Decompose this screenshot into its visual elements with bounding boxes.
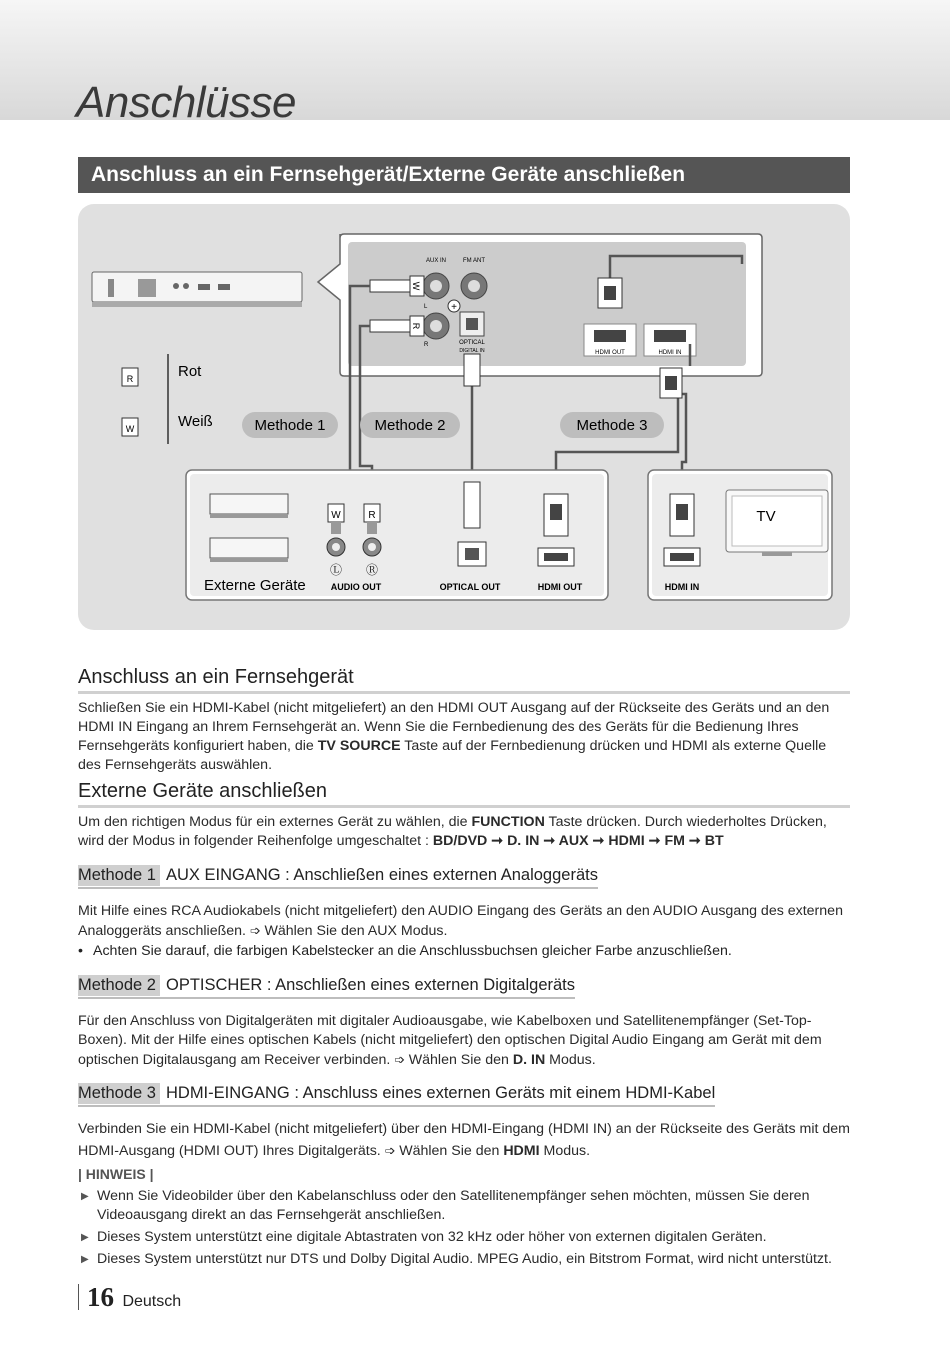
legend-plug-w: W [125, 424, 135, 434]
arrow-icon: ➩ [249, 923, 265, 938]
legend-white-label: Weiß [178, 413, 213, 430]
jack-r-symbol: Ⓡ [365, 563, 379, 577]
page-number: 16 [87, 1282, 114, 1312]
method-2-tag: Methode 2 [78, 975, 160, 996]
hint-label: | HINWEIS | [78, 1166, 154, 1182]
method-1-pill: Methode 1 [254, 417, 326, 434]
audio-out-plug-r: R [368, 510, 376, 521]
arrow-icon: ➩ [394, 1052, 409, 1067]
ext-section-text: Um den richtigen Modus für ein externes Gerät zu wählen, die FUNCTION Taste drücken. Durch wiederholtes Drücken, wird der Modus in folgender Reihenfolge umgeschaltet : BD/DVD ➞ D. IN ➞ AUX ➞ HDMI ➞ FM ➞ BT [78, 814, 827, 849]
tv-label: TV [756, 508, 776, 525]
method-1-bullet: • Achten Sie darauf, die farbigen Kabelstecker an die Anschlussbuchsen gleicher Farbe anzuschließen. [78, 943, 732, 959]
hint-note-1: ▶ Wenn Sie Videobilder über den Kabelanschluss oder den Satellitenempfänger sehen möchten, müssen Sie deren Videoausgang direkt an das Fernsehgerät anschließen. [81, 1188, 810, 1223]
method-3-heading: Methode 3 HDMI-EINGANG : Anschluss eines externen Geräts mit einem HDMI-Kabel [78, 1084, 715, 1107]
hdmi-in-label: HDMI IN [664, 582, 700, 592]
function-key: FUNCTION [471, 814, 545, 830]
cable-color-legend [122, 354, 213, 444]
main-unit-illustration [92, 272, 302, 307]
audio-out-plug-w: W [331, 510, 341, 521]
aux-r-label: R [424, 342, 429, 348]
mode-seq-3: HDMI [608, 833, 645, 849]
fm-ant-label: FM ANT [463, 258, 485, 264]
jack-l-symbol: Ⓛ [329, 563, 343, 577]
mode-seq-5: BT [704, 833, 724, 849]
method-1-heading: Methode 1 AUX EINGANG : Anschließen eines externen Analoggeräts [78, 866, 598, 889]
audio-out-label: AUDIO OUT [330, 582, 382, 592]
arrow-icon: ➩ [384, 1143, 400, 1158]
mode-seq-1: D. IN [507, 833, 540, 849]
rear-plug-r: R [411, 322, 421, 330]
method-3-pill: Methode 3 [576, 417, 648, 434]
hint-note-3: ▶ Dieses System unterstützt nur DTS und Dolby Digital Audio. MPEG Audio, ein Bitstrom Format, wird nicht unterstützt. [81, 1251, 832, 1267]
page-footer [78, 1282, 181, 1313]
triangle-right-icon: ▶ [81, 1191, 89, 1202]
triangle-right-icon: ▶ [81, 1232, 89, 1243]
aux-in-label: AUX IN [425, 258, 447, 264]
method-2-pill: Methode 2 [374, 417, 446, 434]
hdmi-out-port [594, 330, 626, 342]
connection-diagram-svg [78, 204, 850, 630]
ext-section-heading: Externe Geräte anschließen [78, 780, 850, 808]
svg-text:+: + [451, 302, 457, 313]
rear-plug-w: W [411, 281, 421, 291]
mode-seq-2: AUX [558, 833, 589, 849]
hdmi-out-label: HDMI OUT [537, 582, 583, 592]
aux-l-label: L [424, 304, 428, 310]
mode-seq-0: BD/DVD [432, 833, 488, 849]
method-1-text: Mit Hilfe eines RCA Audiokabels (nicht mitgeliefert) den AUDIO Eingang des Geräts an den AUDIO Ausgang des externen Analoggeräts anschließen. ➩ Wählen Sie den AUX Modus. [78, 903, 843, 939]
method-2-text: Für den Anschluss von Digitalgeräten mit digitaler Audioausgabe, wie Kabelboxen und Satellitenempfänger (Set-Top-Boxen). Mit der Hilfe eines optischen Kabels (nicht mitgeliefert) den optischen Digital Audio Eingang am Gerät mit dem optischen Digitalausgang am Receiver verbinden. ➩ Wählen Sie den D. IN Modus. [78, 1013, 822, 1068]
tv-source-key: TV SOURCE [317, 738, 401, 754]
chapter-title: Anschlüsse [76, 78, 297, 127]
method-1-tag: Methode 1 [78, 865, 160, 886]
legend-red-label: Rot [178, 363, 202, 380]
rear-hdmi-in-label: HDMI IN [658, 350, 682, 356]
tv-section-heading: Anschluss an ein Fernsehgerät [78, 666, 850, 694]
tv-illustration [726, 490, 828, 556]
rear-hdmi-out-label: HDMI OUT [595, 350, 625, 356]
hdmi-in-port [654, 330, 686, 342]
digital-in-label: DIGITAL IN [459, 348, 485, 354]
external-devices-label: Externe Geräte [204, 577, 306, 594]
optical-label: OPTICAL [459, 340, 485, 346]
triangle-right-icon: ▶ [81, 1254, 89, 1265]
method-3-text: Verbinden Sie ein HDMI-Kabel (nicht mitgeliefert) über den HDMI-Eingang (HDMI IN) an der Rückseite des Geräts mit dem HDMI-Ausgang (HDMI OUT) Ihres Digitalgeräts. ➩ Wählen Sie den HDMI Modus. [78, 1121, 850, 1159]
tv-section-text: Schließen Sie ein HDMI-Kabel (nicht mitgeliefert) an den HDMI OUT Ausgang auf der Rückseite des Geräts und an den HDMI IN Eingang an Ihrem Fernsehgerät an. Wenn Sie die Fernbedienung des des Geräts für die Bedienung Ihres Fernsehgeräts konfiguriert haben, die TV SOURCE Taste auf der Fernbedienung drücken und HDMI als externe Quelle des Fernsehgeräts auswählen. [78, 700, 830, 773]
hint-note-2: ▶ Dieses System unterstützt eine digitale Abtastraten von 32 kHz oder höher von externen digitalen Geräten. [81, 1229, 767, 1245]
connection-diagram [78, 204, 850, 630]
optical-out-label: OPTICAL OUT [439, 582, 501, 592]
legend-plug-r: R [126, 374, 134, 384]
mode-seq-4: FM [664, 833, 685, 849]
footer-language: Deutsch [122, 1293, 182, 1310]
section-title-bar: Anschluss an ein Fernsehgerät/Externe Geräte anschließen [78, 157, 850, 193]
method-3-tag: Methode 3 [78, 1083, 160, 1104]
method-2-heading: Methode 2 OPTISCHER : Anschließen eines externen Digitalgeräts [78, 976, 575, 999]
